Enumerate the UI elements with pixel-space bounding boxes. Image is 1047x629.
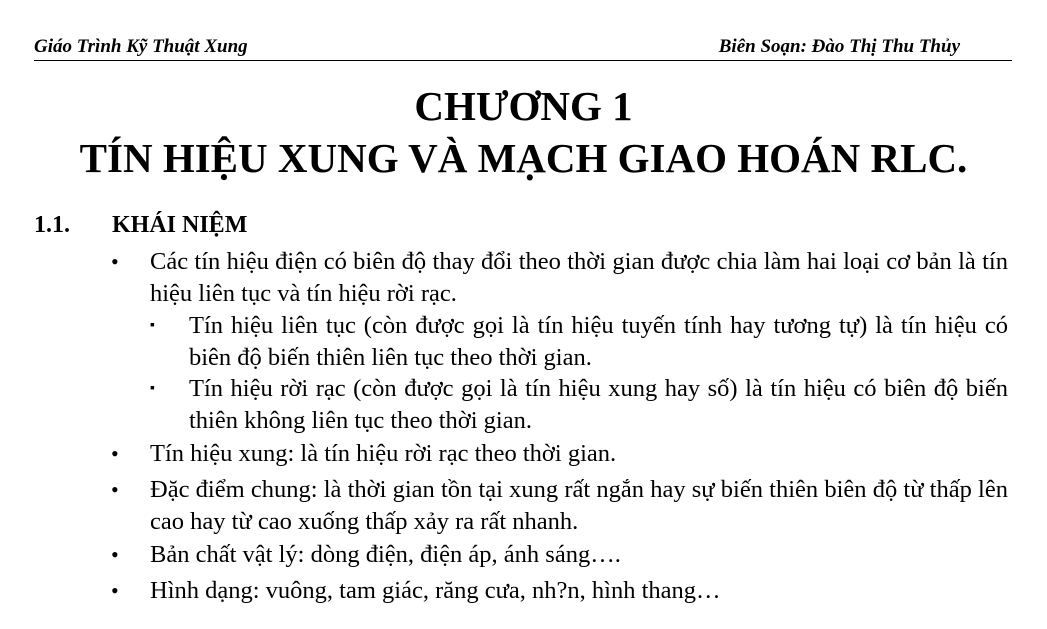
sub-bullet-marker: ▪ bbox=[150, 381, 155, 396]
bullet-marker: • bbox=[111, 578, 119, 603]
header-book-title: Giáo Trình Kỹ Thuật Xung bbox=[34, 36, 248, 57]
bullet-marker: • bbox=[111, 249, 119, 274]
section-number: 1.1. bbox=[34, 212, 70, 238]
page-header bbox=[34, 32, 1012, 61]
chapter-title: TÍN HIỆU XUNG VÀ MẠCH GIAO HOÁN RLC. bbox=[79, 135, 968, 181]
bullet-marker: • bbox=[111, 477, 119, 502]
sub-list-item: Tín hiệu rời rạc (còn được gọi là tín hiệu xung hay số) là tín hiệu có biên độ biến thiên không liên tục theo thời gian. bbox=[189, 375, 1008, 434]
list-item: Hình dạng: vuông, tam giác, răng cưa, nh?n, hình thang… bbox=[150, 577, 721, 604]
list-item: Tín hiệu xung: là tín hiệu rời rạc theo thời gian. bbox=[150, 440, 617, 467]
list-item: Các tín hiệu điện có biên độ thay đổi theo thời gian được chia làm hai loại cơ bản là tín hiệu liên tục và tín hiệu rời rạc. bbox=[150, 248, 1008, 307]
header-author: Biên Soạn: Đào Thị Thu Thủy bbox=[718, 36, 960, 57]
list-item: Bản chất vật lý: dòng điện, điện áp, ánh sáng…. bbox=[150, 541, 621, 568]
bullet-marker: • bbox=[111, 542, 119, 567]
section-title: KHÁI NIỆM bbox=[112, 212, 248, 238]
sub-bullet-marker: ▪ bbox=[150, 318, 155, 333]
sub-list-item: Tín hiệu liên tục (còn được gọi là tín hiệu tuyến tính hay tương tự) là tín hiệu có biên độ biến thiên liên tục theo thời gian. bbox=[189, 312, 1008, 371]
list-item: Đặc điểm chung: là thời gian tồn tại xung rất ngắn hay sự biến thiên biên độ từ thấp lên cao hay từ cao xuống thấp xảy ra rất nhanh. bbox=[150, 476, 1008, 535]
chapter-number: CHƯƠNG 1 bbox=[414, 83, 633, 129]
bullet-marker: • bbox=[111, 441, 119, 466]
